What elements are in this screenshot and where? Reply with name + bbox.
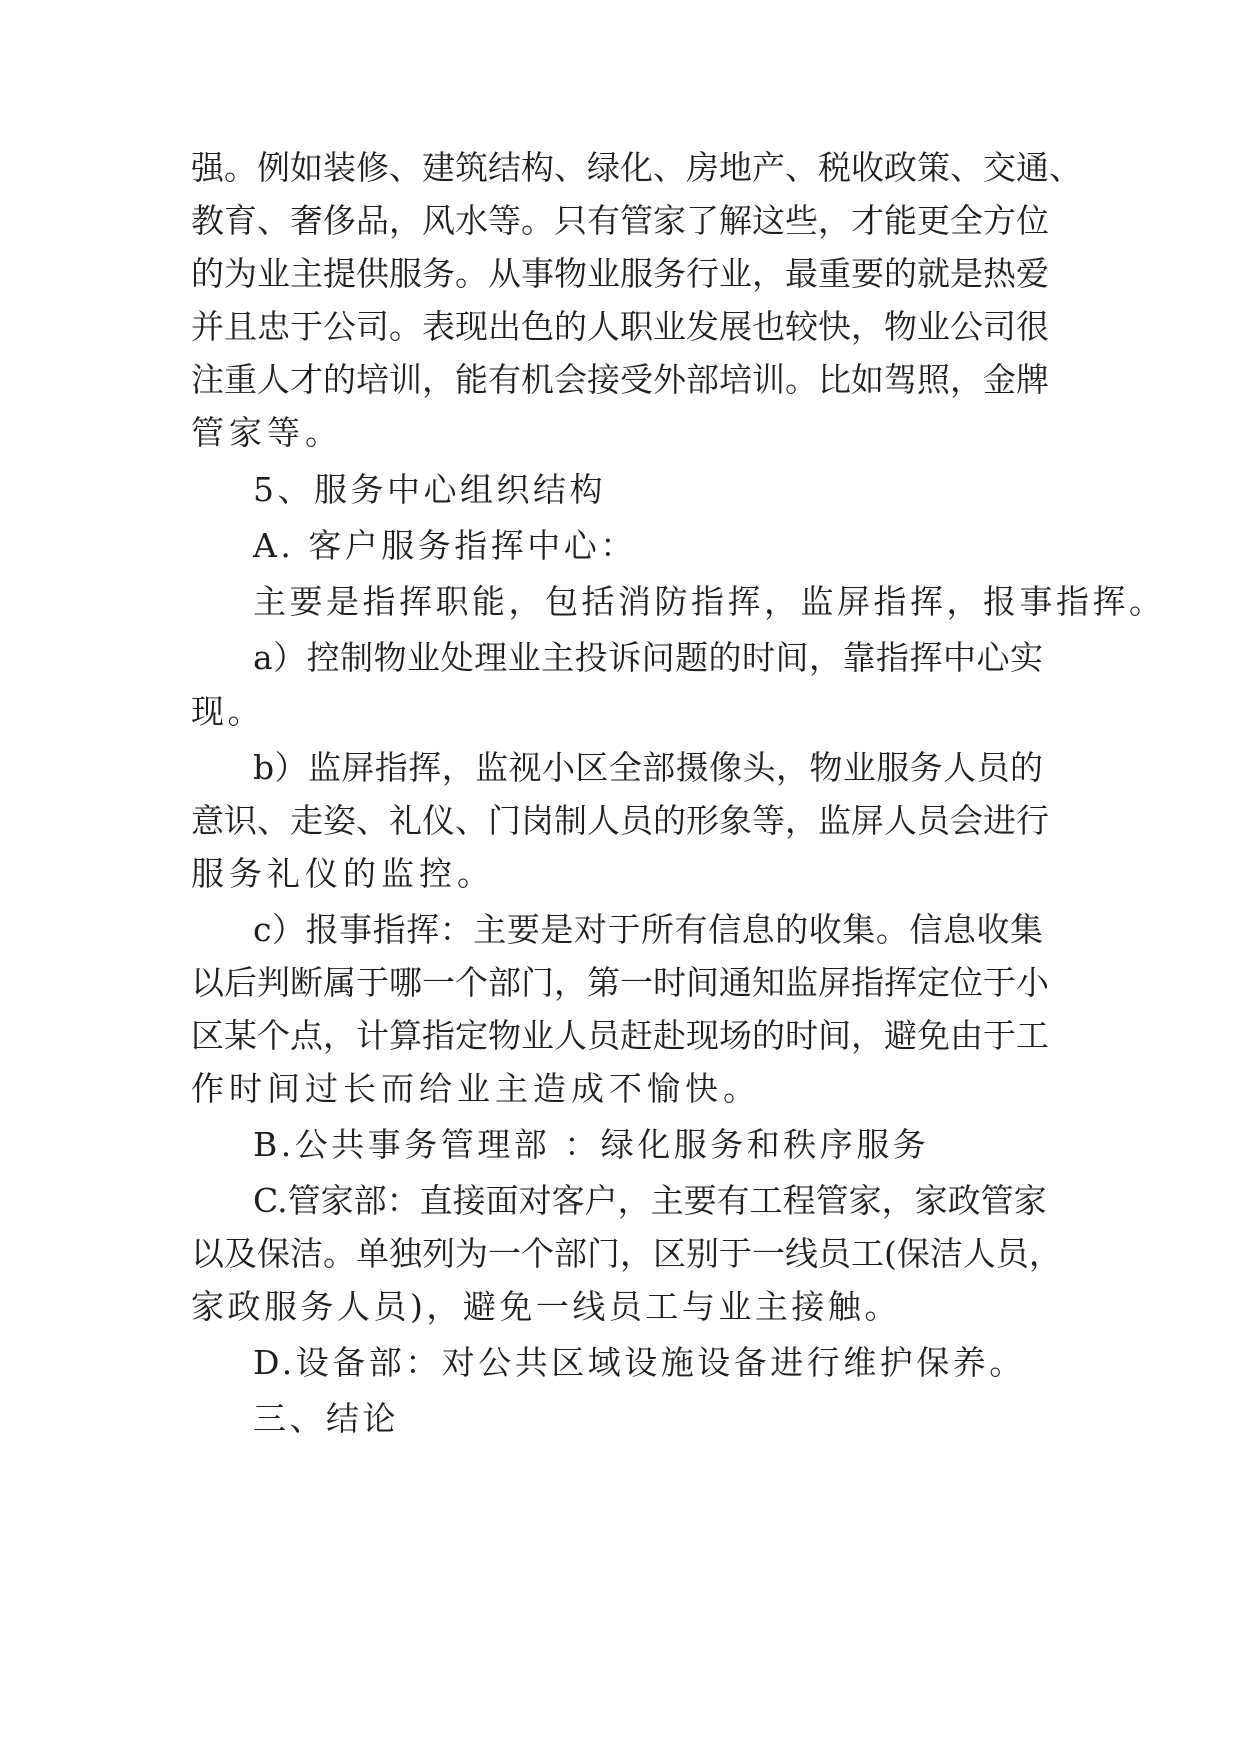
paragraph-line-9: 主要是指挥职能，包括消防指挥，监屏指挥，报事指挥。 [253,582,1166,621]
item-c-line-1: c）报事指挥：主要是对于所有信息的收集。信息收集 [253,910,1043,949]
section-d-line: D.设备部：对公共区域设施设备进行维护保养。 [253,1343,1026,1382]
section-c-line-2: 以及保洁。单独列为一个部门，区别于一线员工(保洁人员， [191,1234,1062,1273]
item-b-line-1: b）监屏指挥，监视小区全部摄像头，物业服务人员的 [253,748,1043,787]
item-b-line-3: 服务礼仪的监控。 [191,854,495,893]
section-heading-5: 5、服务中心组织结构 [253,470,606,509]
section-c-line-1: C.管家部：直接面对客户，主要有工程管家，家政管家 [253,1181,1047,1220]
subheading-a: A. 客户服务指挥中心： [253,526,637,565]
item-c-line-2: 以后判断属于哪一个部门，第一时间通知监屏指挥定位于小 [191,963,1049,1002]
item-b-line-2: 意识、走姿、礼仪、门岗制人员的形象等，监屏人员会进行 [191,801,1049,840]
paragraph-line-4: 并且忠于公司。表现出色的人职业发展也较快，物业公司很 [191,307,1049,346]
item-a-line-1: a）控制物业处理业主投诉问题的时间，靠指挥中心实 [253,638,1043,677]
paragraph-line-2: 教育、奢侈品，风水等。只有管家了解这些，才能更全方位 [191,201,1049,240]
paragraph-line-1: 强。例如装修、建筑结构、绿化、房地产、税收政策、交通、 [191,148,1082,187]
paragraph-line-5: 注重人才的培训，能有机会接受外部培训。比如驾照，金牌 [191,360,1049,399]
item-a-line-2: 现。 [191,692,264,731]
paragraph-line-6: 管家等。 [191,413,343,452]
item-c-line-4: 作时间过长而给业主造成不愉快。 [191,1069,761,1108]
section-b-line: B.公共事务管理部 ：绿化服务和秩序服务 [253,1125,930,1164]
conclusion-heading: 三、结论 [253,1399,399,1438]
section-c-line-3: 家政服务人员)，避免一线员工与业主接触。 [191,1287,901,1326]
paragraph-line-3: 的为业主提供服务。从事物业服务行业，最重要的就是热爱 [191,254,1049,293]
item-c-line-3: 区某个点，计算指定物业人员赶赴现场的时间，避免由于工 [191,1016,1049,1055]
